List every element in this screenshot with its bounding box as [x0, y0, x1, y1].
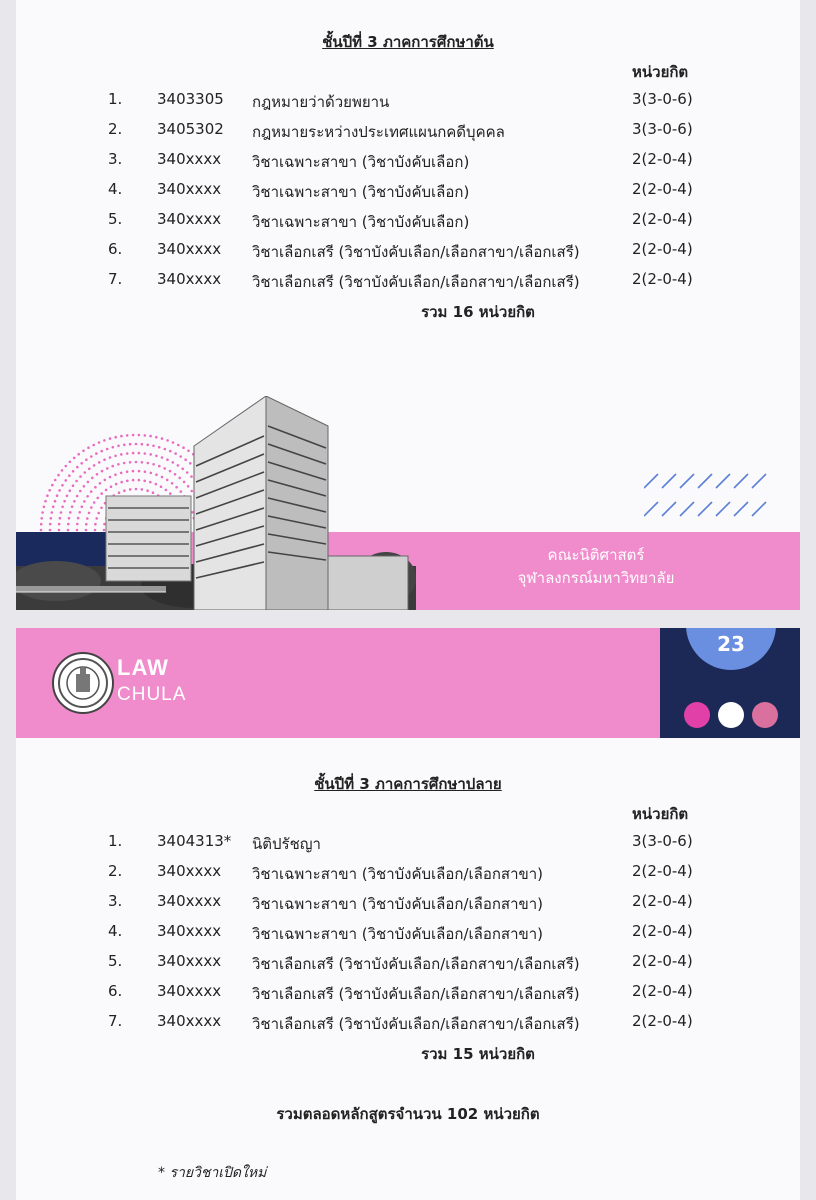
page-lower	[16, 628, 800, 1200]
course-name: วิชาเฉพาะสาขา (วิชาบังคับเลือก)	[252, 213, 470, 231]
course-code: 340xxxx	[157, 982, 222, 1000]
course-number: 3.	[108, 892, 123, 910]
course-code: 340xxxx	[157, 892, 222, 910]
course-name: วิชาเลือกเสรี (วิชาบังคับเลือก/เลือกสาขา/เลือกเสรี)	[252, 273, 580, 291]
course-number: 6.	[108, 982, 123, 1000]
footnote: * รายวิชาเปิดใหม่	[158, 1165, 267, 1181]
course-number: 5.	[108, 952, 123, 970]
faculty-name	[471, 544, 721, 590]
course-code: 340xxxx	[157, 1012, 222, 1030]
diagonal-lines-icon	[644, 470, 784, 520]
course-code: 340xxxx	[157, 150, 222, 168]
course-row	[16, 240, 800, 270]
course-credits: 2(2-0-4)	[632, 862, 693, 880]
course-credits: 3(3-0-6)	[632, 90, 693, 108]
course-name: วิชาเฉพาะสาขา (วิชาบังคับเลือก/เลือกสาขา)	[252, 895, 544, 913]
course-code: 3404313*	[157, 832, 232, 850]
course-row	[16, 270, 800, 300]
semester-title-second: ชั้นปีที่ 3 ภาคการศึกษาปลาย	[314, 775, 502, 793]
course-code: 340xxxx	[157, 210, 222, 228]
course-row	[16, 90, 800, 120]
course-credits: 2(2-0-4)	[632, 922, 693, 940]
faculty-line-1: คณะนิติศาสตร์	[547, 546, 645, 564]
course-number: 3.	[108, 150, 123, 168]
course-number: 6.	[108, 240, 123, 258]
course-code: 3405302	[157, 120, 224, 138]
course-credits: 2(2-0-4)	[632, 892, 693, 910]
course-name: วิชาเลือกเสรี (วิชาบังคับเลือก/เลือกสาขา/เลือกเสรี)	[252, 243, 580, 261]
course-row	[16, 210, 800, 240]
course-number: 5.	[108, 210, 123, 228]
course-number: 4.	[108, 922, 123, 940]
page-header	[16, 628, 660, 738]
chula-law-seal-icon	[52, 652, 114, 714]
course-name: วิชาเฉพาะสาขา (วิชาบังคับเลือก)	[252, 153, 470, 171]
course-name: วิชาเฉพาะสาขา (วิชาบังคับเลือก/เลือกสาขา)	[252, 865, 544, 883]
course-credits: 3(3-0-6)	[632, 832, 693, 850]
faculty-line-2: จุฬาลงกรณ์มหาวิทยาลัย	[517, 569, 675, 587]
course-row	[16, 982, 800, 1012]
course-code: 3403305	[157, 90, 224, 108]
course-code: 340xxxx	[157, 862, 222, 880]
course-row	[16, 862, 800, 892]
course-row	[16, 120, 800, 150]
page-number-panel	[660, 628, 800, 738]
program-grand-total: รวมตลอดหลักสูตรจำนวน 102 หน่วยกิต	[276, 1105, 540, 1123]
course-number: 4.	[108, 180, 123, 198]
course-credits: 2(2-0-4)	[632, 150, 693, 168]
course-code: 340xxxx	[157, 180, 222, 198]
course-code: 340xxxx	[157, 270, 222, 288]
faculty-building-image	[16, 396, 416, 610]
course-number: 1.	[108, 832, 123, 850]
semester-title-first: ชั้นปีที่ 3 ภาคการศึกษาต้น	[322, 33, 494, 51]
semester-total-second: รวม 15 หน่วยกิต	[421, 1045, 535, 1063]
course-number: 1.	[108, 90, 123, 108]
course-credits: 2(2-0-4)	[632, 1012, 693, 1030]
course-code: 340xxxx	[157, 952, 222, 970]
course-credits: 3(3-0-6)	[632, 120, 693, 138]
course-row	[16, 922, 800, 952]
course-row	[16, 892, 800, 922]
page-number: 23	[717, 632, 745, 656]
course-number: 2.	[108, 120, 123, 138]
course-row	[16, 952, 800, 982]
course-row	[16, 180, 800, 210]
course-name: วิชาเฉพาะสาขา (วิชาบังคับเลือก/เลือกสาขา)	[252, 925, 544, 943]
course-credits: 2(2-0-4)	[632, 210, 693, 228]
course-code: 340xxxx	[157, 240, 222, 258]
semester-total-first: รวม 16 หน่วยกิต	[421, 303, 535, 321]
course-name: วิชาเลือกเสรี (วิชาบังคับเลือก/เลือกสาขา/เลือกเสรี)	[252, 985, 580, 1003]
course-credits: 2(2-0-4)	[632, 952, 693, 970]
credit-header: หน่วยกิต	[632, 805, 689, 823]
course-name: วิชาเฉพาะสาขา (วิชาบังคับเลือก)	[252, 183, 470, 201]
course-name: กฎหมายระหว่างประเทศแผนกคดีบุคคล	[252, 123, 505, 141]
course-number: 7.	[108, 1012, 123, 1030]
decor-dot-rose	[752, 702, 778, 728]
course-credits: 2(2-0-4)	[632, 180, 693, 198]
course-number: 7.	[108, 270, 123, 288]
course-row	[16, 150, 800, 180]
course-row	[16, 1012, 800, 1042]
decor-dot-white	[718, 702, 744, 728]
page-upper	[16, 0, 800, 610]
decor-dot-magenta	[684, 702, 710, 728]
course-name: วิชาเลือกเสรี (วิชาบังคับเลือก/เลือกสาขา/เลือกเสรี)	[252, 1015, 580, 1033]
course-name: กฎหมายว่าด้วยพยาน	[252, 93, 390, 111]
course-code: 340xxxx	[157, 922, 222, 940]
course-name: นิติปรัชญา	[252, 835, 321, 853]
course-credits: 2(2-0-4)	[632, 982, 693, 1000]
course-credits: 2(2-0-4)	[632, 270, 693, 288]
course-row	[16, 832, 800, 862]
course-name: วิชาเลือกเสรี (วิชาบังคับเลือก/เลือกสาขา/เลือกเสรี)	[252, 955, 580, 973]
course-credits: 2(2-0-4)	[632, 240, 693, 258]
credit-header: หน่วยกิต	[632, 63, 689, 81]
law-label: LAW	[117, 655, 169, 680]
chula-label: CHULA	[117, 684, 187, 705]
course-number: 2.	[108, 862, 123, 880]
